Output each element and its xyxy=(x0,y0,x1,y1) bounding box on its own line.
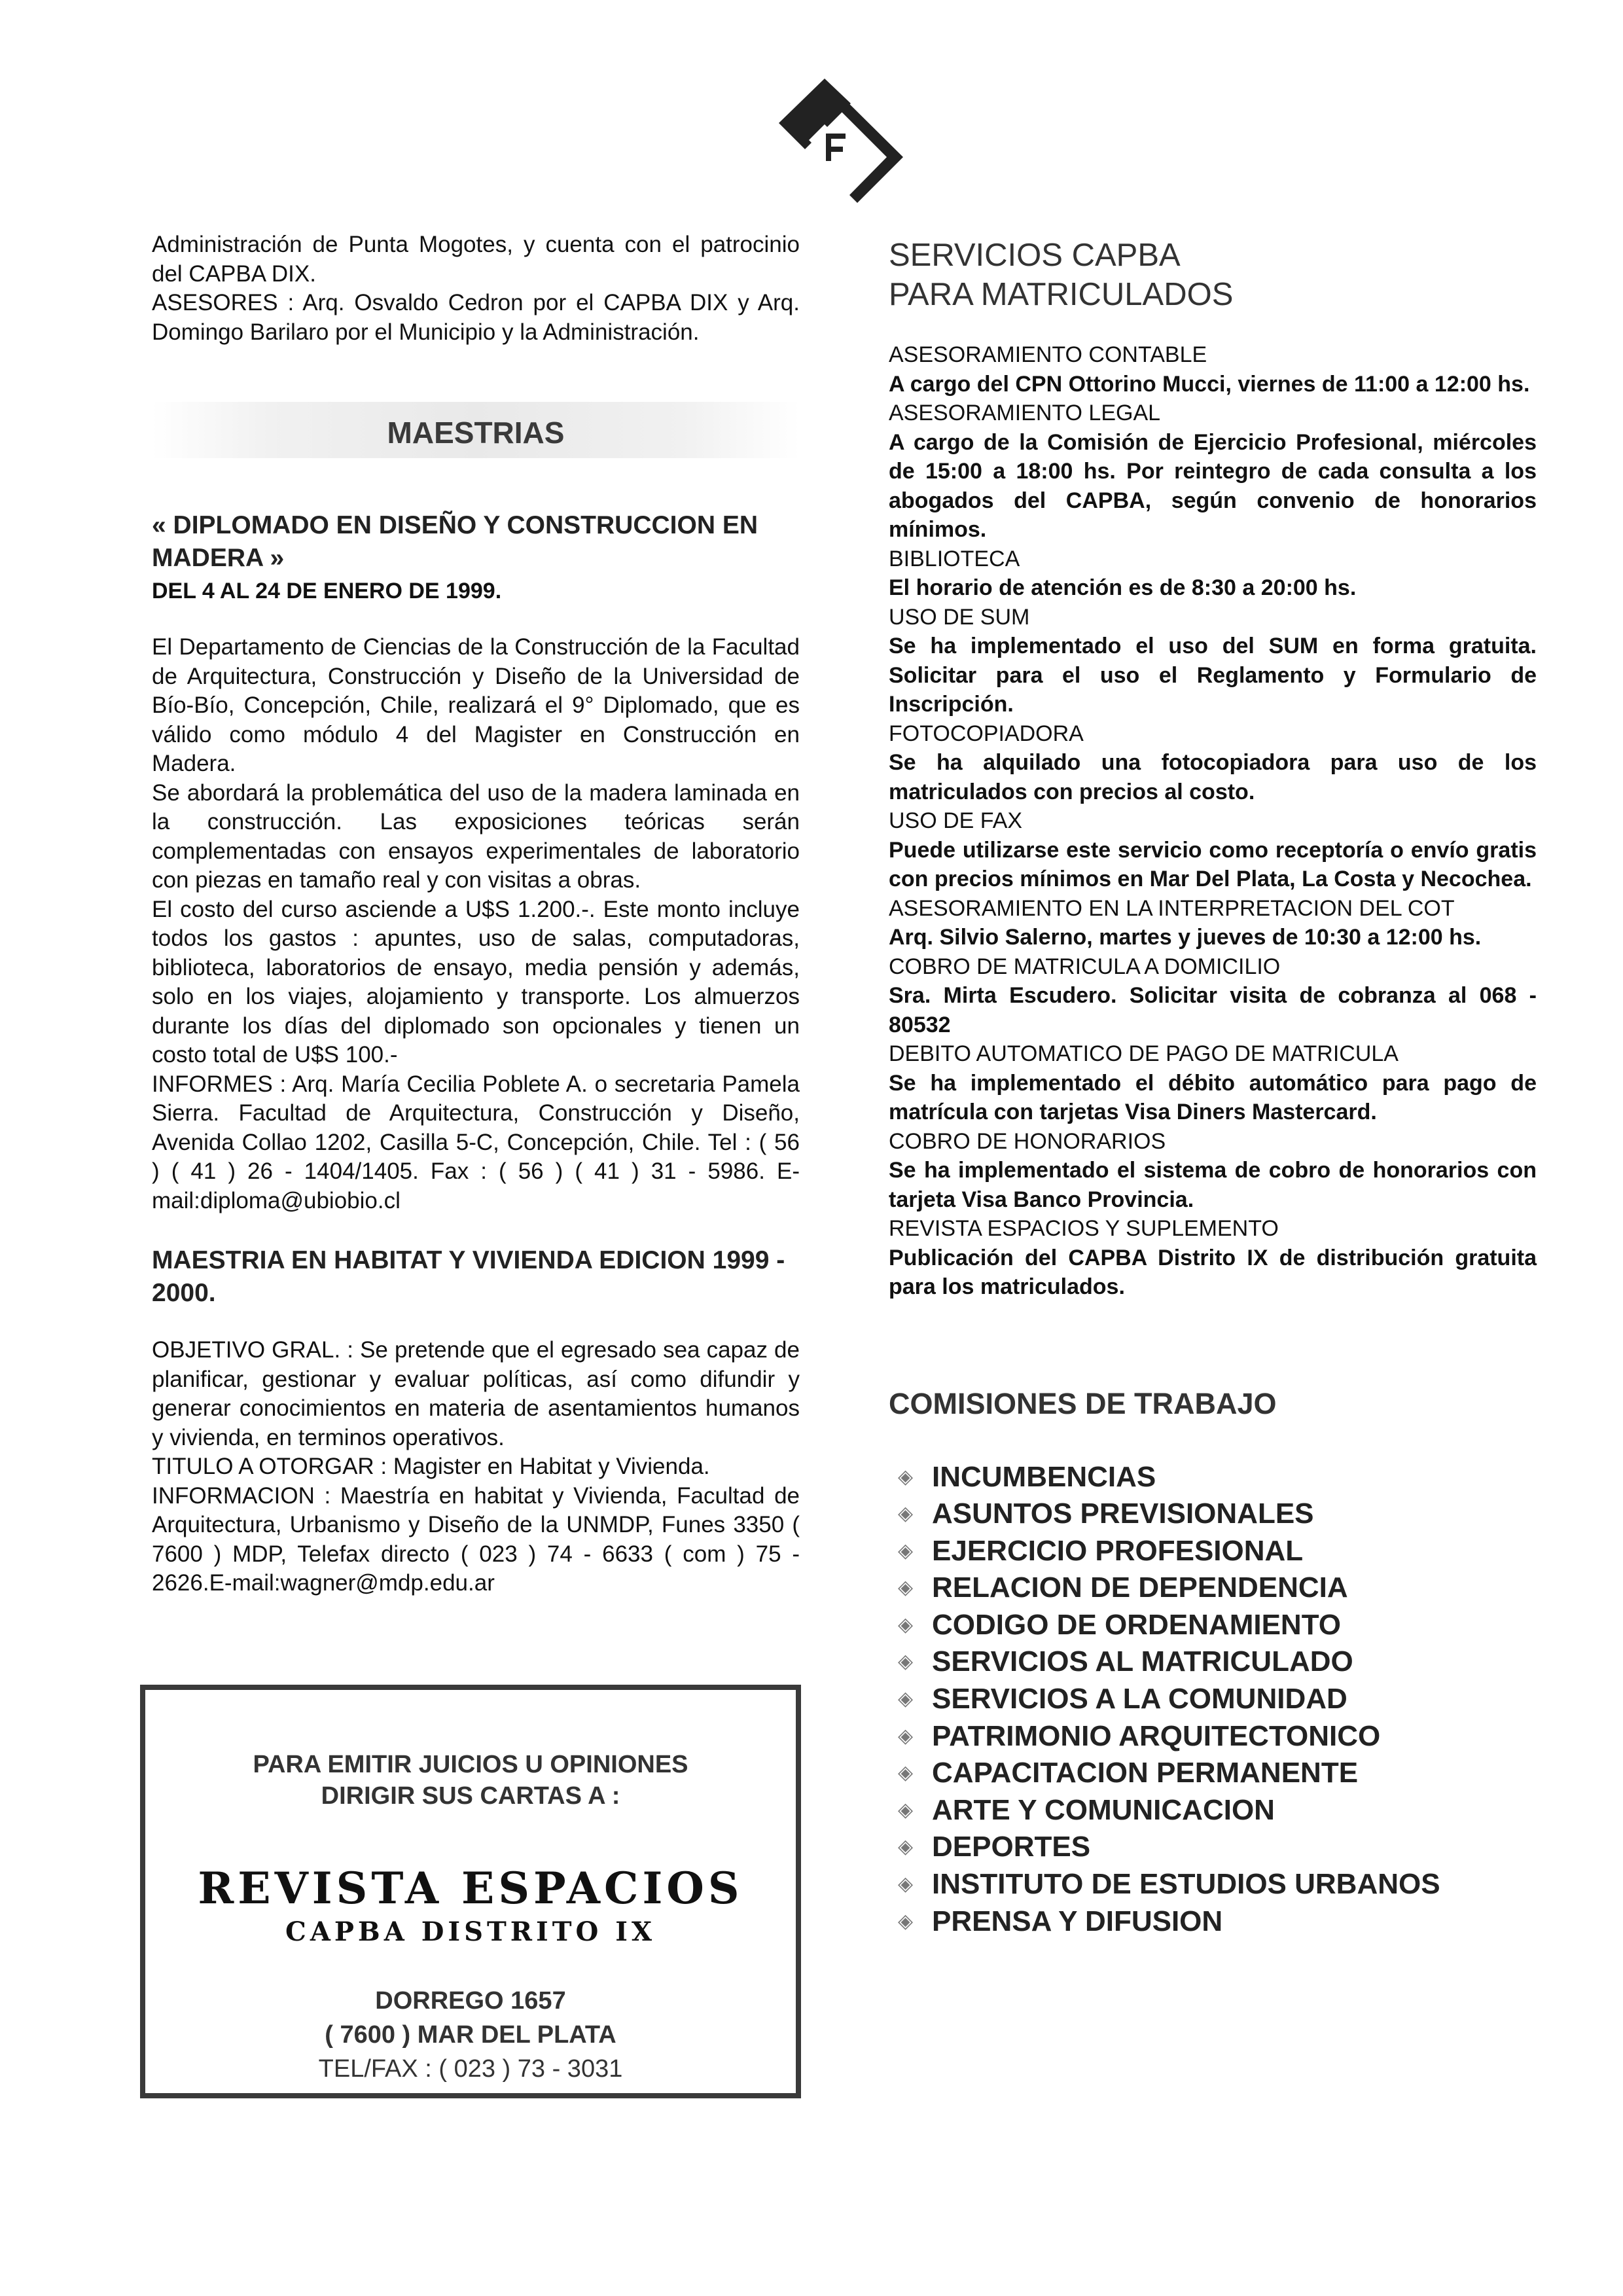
service-body: Puede utilizarse este servicio como receptoría o envío gratis con precios mínimos en Mar Del Plata, La Costa y Necochea. xyxy=(889,837,1537,891)
service-item xyxy=(889,952,1537,1040)
comision-label: PRENSA Y DIFUSION xyxy=(932,1905,1223,1937)
list-item xyxy=(889,1496,1537,1533)
bullet-icon: ◈ xyxy=(898,1910,914,1932)
service-heading: ASESORAMIENTO EN LA INTERPRETACION DEL COT xyxy=(889,895,1455,921)
comision-label: CODIGO DE ORDENAMIENTO xyxy=(932,1608,1342,1641)
comision-label: INSTITUTO DE ESTUDIOS URBANOS xyxy=(932,1868,1440,1901)
list-item xyxy=(889,1533,1537,1570)
maestria-paragraph: TITULO A OTORGAR : Magister en Habitat y Vivienda. xyxy=(152,1454,710,1479)
comision-label: ARTE Y COMUNICACION xyxy=(932,1793,1275,1826)
service-heading: DEBITO AUTOMATICO DE PAGO DE MATRICULA xyxy=(889,1041,1399,1066)
notice-line-2: DIRIGIR SUS CARTAS A : xyxy=(321,1782,620,1810)
bullet-icon: ◈ xyxy=(898,1725,914,1747)
maestria-paragraph: INFORMACION : Maestría en habitat y Vivienda, Facultad de Arquitectura, Urbanismo y Diseño de la UNMDP, Funes 3350 ( 7600 ) MDP, Telefax directo ( 023 ) 74 - 6633 ( com ) 75 - 2626.E-mail:wagner@mdp.edu.ar xyxy=(152,1482,800,1596)
revista-masthead: REVISTA ESPACIOS xyxy=(198,1863,743,1914)
bullet-icon: ◈ xyxy=(898,1539,914,1562)
maestria-section xyxy=(152,1244,800,1598)
service-item xyxy=(889,719,1537,807)
service-item xyxy=(889,1039,1537,1127)
comision-label: SERVICIOS AL MATRICULADO xyxy=(932,1645,1353,1678)
list-item xyxy=(889,1459,1537,1496)
maestria-paragraph: OBJETIVO GRAL. : Se pretende que el egresado sea capaz de planificar, gestionar y evaluar políticas, así como difundir y generar conocimientos en materia de asentamientos humanos y vivienda, en terminos operativos. xyxy=(152,1337,800,1450)
right-column xyxy=(889,236,1537,1940)
service-heading: REVISTA ESPACIOS Y SUPLEMENTO xyxy=(889,1216,1279,1241)
bullet-icon: ◈ xyxy=(898,1651,914,1673)
bullet-icon: ◈ xyxy=(898,1688,914,1710)
revista-subhead: CAPBA DISTRITO IX xyxy=(285,1916,656,1947)
service-heading: USO DE SUM xyxy=(889,604,1030,630)
bullet-icon: ◈ xyxy=(898,1873,914,1895)
comision-label: PATRIMONIO ARQUITECTONICO xyxy=(932,1719,1381,1752)
service-item xyxy=(889,603,1537,719)
service-body: A cargo de la Comisión de Ejercicio Profesional, miércoles de 15:00 a 18:00 hs. Por reintegro de cada consulta a los abogados del CAPBA, según convenio de honorarios mínimos. xyxy=(889,429,1537,542)
list-item xyxy=(889,1866,1537,1903)
service-heading: ASESORAMIENTO LEGAL xyxy=(889,401,1161,425)
asesores-paragraph: ASESORES : Arq. Osvaldo Cedron por el CAPBA DIX y Arq. Domingo Barilaro por el Municipio y la Administración. xyxy=(152,290,800,345)
bullet-icon: ◈ xyxy=(898,1799,914,1821)
comision-label: CAPACITACION PERMANENTE xyxy=(932,1757,1359,1789)
bullet-icon: ◈ xyxy=(898,1613,914,1636)
servicios-title-1: SERVICIOS CAPBA xyxy=(889,238,1181,273)
service-body: Publicación del CAPBA Distrito IX de distribución gratuita para los matriculados. xyxy=(889,1245,1537,1299)
comisiones-title: COMISIONES DE TRABAJO xyxy=(889,1386,1277,1420)
service-body: A cargo del CPN Ottorino Mucci, viernes de 11:00 a 12:00 hs. xyxy=(889,371,1530,397)
diplomado-title: « DIPLOMADO EN DISEÑO Y CONSTRUCCION EN MADERA » xyxy=(152,511,758,572)
service-item xyxy=(889,1127,1537,1215)
service-item xyxy=(889,806,1537,894)
letters-notice-box xyxy=(140,1685,801,2098)
left-column xyxy=(152,230,800,1598)
servicios-title-2: PARA MATRICULADOS xyxy=(889,277,1234,312)
maestrias-heading-band xyxy=(152,402,800,458)
comision-label: SERVICIOS A LA COMUNIDAD xyxy=(932,1683,1347,1715)
telfax: TEL/FAX : ( 023 ) 73 - 3031 xyxy=(318,2055,623,2083)
capba-logo-icon xyxy=(779,79,903,203)
diplomado-paragraph: El costo del curso asciende a U$S 1.200.-. Este monto incluye todos los gastos : apuntes, uso de salas, computadoras, biblioteca, laboratorios de ensayo, media pensión y además, solo en los viajes, alojamiento y transporte. Los almuerzos durante los días del diplomado son opcionales y tienen un costo total de U$S 100.- xyxy=(152,896,800,1067)
service-heading: COBRO DE HONORARIOS xyxy=(889,1128,1166,1154)
diplomado-paragraph: INFORMES : Arq. María Cecilia Poblete A. o secretaria Pamela Sierra. Facultad de Arquitectura, Construcción y Diseño, Avenida Collao 1202, Casilla 5-C, Concepción, Chile. Tel : ( 56 ) ( 41 ) 26 - 1404/1405. Fax : ( 56 ) ( 41 ) 31 - 5986. E-mail:diploma@ubiobio.cl xyxy=(152,1071,800,1213)
diplomado-paragraph: El Departamento de Ciencias de la Construcción de la Facultad de Arquitectura, Construcción y Diseño de la Universidad de Bío-Bío, Concepción, Chile, realizará el 9° Diplomado, que es válido como módulo 4 del Magister en Construcción en Madera. xyxy=(152,634,800,776)
service-body: Se ha implementado el uso del SUM en forma gratuita. Solicitar para el uso el Reglamento y Formulario de Inscripción. xyxy=(889,634,1537,717)
service-item xyxy=(889,545,1537,603)
service-item xyxy=(889,1214,1537,1302)
list-item xyxy=(889,1903,1537,1941)
service-body: Sra. Mirta Escudero. Solicitar visita de cobranza al 068 - 80532 xyxy=(889,983,1537,1037)
service-heading: USO DE FAX xyxy=(889,808,1023,833)
list-item xyxy=(889,1755,1537,1792)
diplomado-dates: DEL 4 AL 24 DE ENERO DE 1999. xyxy=(152,579,502,603)
comision-label: EJERCICIO PROFESIONAL xyxy=(932,1534,1304,1567)
maestria-title: MAESTRIA EN HABITAT Y VIVIENDA EDICION 1999 - 2000. xyxy=(152,1246,785,1307)
service-heading: ASESORAMIENTO CONTABLE xyxy=(889,342,1207,367)
list-item xyxy=(889,1718,1537,1755)
service-body: Se ha implementado el sistema de cobro de honorarios con tarjeta Visa Banco Provincia. xyxy=(889,1158,1537,1212)
service-body: Se ha implementado el débito automático para pago de matrícula con tarjetas Visa Diners Mastercard. xyxy=(889,1070,1537,1124)
notice-line-1: PARA EMITIR JUICIOS U OPINIONES xyxy=(253,1751,688,1778)
list-item xyxy=(889,1570,1537,1607)
service-body: Se ha alquilado una fotocopiadora para uso de los matriculados con precios al costo. xyxy=(889,750,1537,804)
service-body: El horario de atención es de 8:30 a 20:00 hs. xyxy=(889,575,1357,600)
service-heading: COBRO DE MATRICULA A DOMICILIO xyxy=(889,954,1281,979)
service-item xyxy=(889,399,1537,545)
service-heading: FOTOCOPIADORA xyxy=(889,721,1084,746)
diplomado-paragraph: Se abordará la problemática del uso de la madera laminada en la construcción. Las exposiciones teóricas serán complementadas con ensayos experimentales de laboratorio con piezas en tamaño real y con visitas a obras. xyxy=(152,780,800,893)
list-item xyxy=(889,1681,1537,1718)
services-list xyxy=(889,340,1537,1302)
list-item xyxy=(889,1792,1537,1829)
service-heading: BIBLIOTECA xyxy=(889,546,1020,571)
service-body: Arq. Silvio Salerno, martes y jueves de 10:30 a 12:00 hs. xyxy=(889,925,1482,950)
service-item xyxy=(889,894,1537,952)
address-street: DORREGO 1657 xyxy=(375,1987,566,2015)
diplomado-section xyxy=(152,509,800,1215)
bullet-icon: ◈ xyxy=(898,1503,914,1525)
list-item xyxy=(889,1607,1537,1644)
comision-label: RELACION DE DEPENDENCIA xyxy=(932,1571,1348,1604)
comision-label: INCUMBENCIAS xyxy=(932,1460,1156,1493)
bullet-icon: ◈ xyxy=(898,1577,914,1599)
address-city: ( 7600 ) MAR DEL PLATA xyxy=(325,2021,616,2049)
comisiones-list xyxy=(889,1459,1537,1941)
list-item xyxy=(889,1643,1537,1681)
comision-label: ASUNTOS PREVISIONALES xyxy=(932,1498,1314,1530)
intro-paragraph: Administración de Punta Mogotes, y cuenta con el patrocinio del CAPBA DIX. xyxy=(152,232,800,287)
list-item xyxy=(889,1829,1537,1866)
bullet-icon: ◈ xyxy=(898,1465,914,1488)
bullet-icon: ◈ xyxy=(898,1836,914,1858)
bullet-icon: ◈ xyxy=(898,1762,914,1784)
comision-label: DEPORTES xyxy=(932,1831,1091,1863)
service-item xyxy=(889,340,1537,399)
maestrias-heading: MAESTRIAS xyxy=(387,416,565,450)
